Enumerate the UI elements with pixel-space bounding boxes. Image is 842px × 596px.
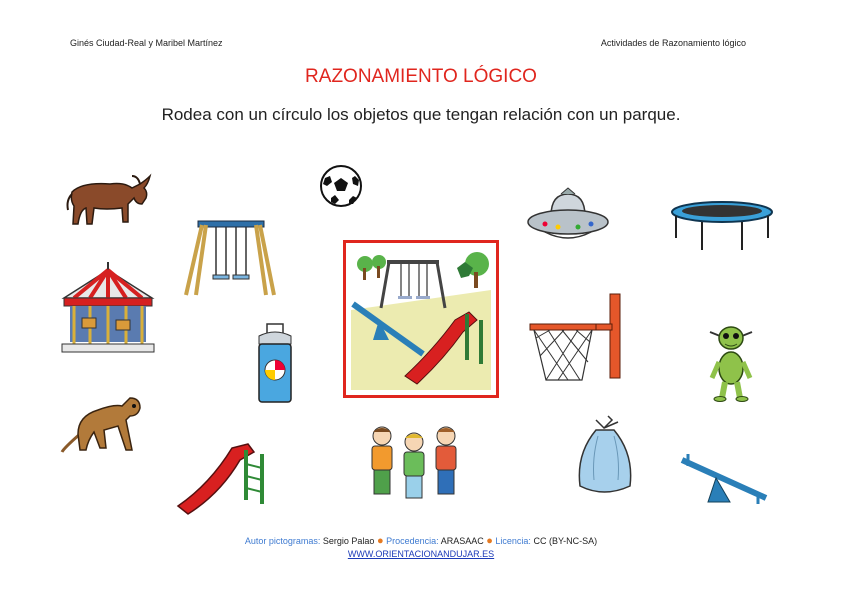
swing-icon[interactable] (180, 215, 280, 297)
author-label: Autor pictogramas: (244, 536, 321, 546)
header-series: Actividades de Razonamiento lógico (600, 38, 746, 48)
footer (0, 535, 842, 561)
basketball-hoop-icon[interactable] (528, 292, 624, 384)
credits-line (0, 535, 842, 548)
source-value: ARASAAC (440, 536, 484, 546)
bullet-icon: ● (376, 535, 384, 547)
children-icon[interactable] (364, 424, 464, 500)
park-scene-icon[interactable] (343, 240, 499, 398)
alien-icon[interactable] (708, 322, 754, 402)
spray-can-icon[interactable] (253, 322, 297, 406)
source-label: Procedencia: (386, 536, 439, 546)
monkey-icon[interactable] (60, 390, 144, 454)
slide-icon[interactable] (174, 440, 270, 516)
trampoline-icon[interactable] (668, 198, 776, 254)
instruction-text: Rodea con un círculo los objetos que tengan relación con un parque. (161, 105, 681, 124)
carousel-icon[interactable] (60, 258, 156, 356)
seesaw-icon[interactable] (678, 450, 770, 506)
bull-icon[interactable] (62, 170, 154, 230)
license-label: Licencia: (495, 536, 531, 546)
page-title: RAZONAMIENTO LÓGICO (305, 66, 537, 87)
website-link[interactable]: WWW.ORIENTACIONANDUJAR.ES (347, 549, 495, 559)
trash-bag-icon[interactable] (574, 414, 636, 496)
author-value: Sergio Palao (322, 536, 375, 546)
bullet-icon: ● (486, 535, 493, 547)
license-value: CC (BY-NC-SA) (533, 536, 598, 546)
soccer-ball-icon[interactable] (319, 164, 363, 208)
ufo-icon[interactable] (525, 186, 611, 248)
header-authors: Ginés Ciudad-Real y Maribel Martínez (70, 38, 223, 48)
